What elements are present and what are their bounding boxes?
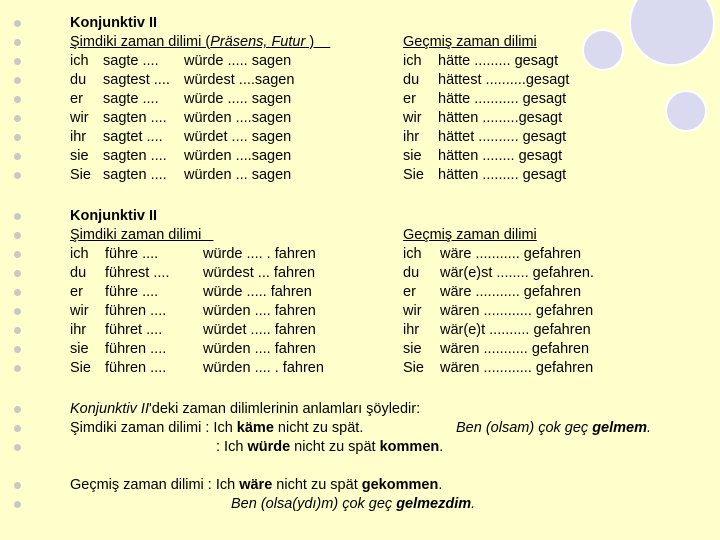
- section1-left-pron: er: [70, 91, 83, 107]
- section2-right-text: wär(e)t .......... gefahren: [440, 322, 591, 338]
- section1-right-pron: er: [403, 91, 416, 107]
- bullet-marker: [14, 172, 21, 179]
- section1-left-pron: ihr: [70, 129, 87, 145]
- section2-left-aux: würden .... . fahren: [203, 360, 324, 376]
- bullet-marker: [14, 77, 21, 84]
- decorative-circle-large: [630, 0, 714, 65]
- section2-left-pron: du: [70, 265, 87, 281]
- decorative-circle-medium: [583, 30, 623, 70]
- section1-left-verb: sagte ....: [103, 91, 159, 107]
- section1-right-text: hätten ........ gesagt: [438, 148, 563, 164]
- section1-heading: Konjunktiv II: [70, 15, 157, 31]
- bullet-marker: [14, 213, 21, 220]
- decorative-circle-small: [666, 91, 706, 131]
- section1-left-aux: würdet .... sagen: [184, 129, 292, 145]
- section1-right-pron: wir: [403, 110, 422, 126]
- section1-left-pron: sie: [70, 148, 89, 164]
- section1-left-pron: ich: [70, 53, 89, 69]
- section2-left-aux: würdest ... fahren: [203, 265, 316, 281]
- section1-right-text: hättet .......... gesagt: [438, 129, 567, 145]
- bullet-marker: [14, 327, 21, 334]
- section2-right-text: wären ............ gefahren: [440, 360, 594, 376]
- bullet-marker: [14, 58, 21, 65]
- section1-left-verb: sagten ....: [103, 148, 167, 164]
- section2-right-pron: du: [403, 265, 420, 281]
- section2-heading: Konjunktiv II: [70, 208, 157, 224]
- bullet-marker: [14, 270, 21, 277]
- section2-left-pron: ich: [70, 246, 89, 262]
- bullet-marker: [14, 20, 21, 27]
- section1-right-pron: sie: [403, 148, 422, 164]
- section2-left-verb: führen ....: [105, 360, 167, 376]
- section2-left-aux: würden .... fahren: [203, 303, 316, 319]
- section2-right-text: wär(e)st ........ gefahren.: [440, 265, 594, 281]
- section1-left-pron: wir: [70, 110, 89, 126]
- explanation-line2: Şimdiki zaman dilimi : Ich käme nicht zu spät.: [70, 420, 364, 436]
- section1-left-aux: würden ... sagen: [184, 167, 292, 183]
- section2-right-text: wäre ........... gefahren: [440, 284, 582, 300]
- section1-right-pron: ich: [403, 53, 422, 69]
- section1-left-verb: sagten ....: [103, 110, 167, 126]
- bullet-marker: [14, 444, 21, 451]
- bullet-marker: [14, 39, 21, 46]
- explanation-line4: Geçmiş zaman dilimi : Ich wäre nicht zu spät gekommen.: [70, 477, 443, 493]
- explanation-line3: : Ich würde nicht zu spät kommen.: [216, 439, 444, 455]
- section2-right-title: Geçmiş zaman dilimi: [403, 227, 537, 243]
- section1-right-text: hättest ..........gesagt: [438, 72, 570, 88]
- section2-left-verb: führen ....: [105, 303, 167, 319]
- section2-right-pron: Sie: [403, 360, 424, 376]
- section2-left-verb: führe ....: [105, 246, 159, 262]
- section2-right-pron: ihr: [403, 322, 420, 338]
- section2-left-verb: führest ....: [105, 265, 170, 281]
- section1-left-pron: Sie: [70, 167, 91, 183]
- section2-left-aux: würde ..... fahren: [203, 284, 312, 300]
- section1-left-verb: sagtest ....: [103, 72, 170, 88]
- bullet-marker: [14, 406, 21, 413]
- section2-left-pron: sie: [70, 341, 89, 357]
- section1-right-text: hätten ......... gesagt: [438, 167, 567, 183]
- explanation-line2-translation: Ben (olsam) çok geç gelmem.: [456, 420, 652, 436]
- section1-right-text: hätte ........... gesagt: [438, 91, 567, 107]
- bullet-marker: [14, 251, 21, 258]
- section1-right-title: Geçmiş zaman dilimi: [403, 34, 537, 50]
- section2-left-aux: würden .... fahren: [203, 341, 316, 357]
- section2-right-pron: sie: [403, 341, 422, 357]
- section2-left-pron: Sie: [70, 360, 91, 376]
- section2-left-pron: ihr: [70, 322, 87, 338]
- section2-left-verb: führe ....: [105, 284, 159, 300]
- section1-left-pron: du: [70, 72, 87, 88]
- explanation-line1: Konjunktiv II'deki zaman dilimlerinin anlamları şöyledir:: [70, 401, 421, 417]
- section1-left-title: Şimdiki zaman dilimi (Präsens, Futur ): [70, 34, 331, 50]
- section2-left-verb: führen ....: [105, 341, 167, 357]
- section2-left-pron: er: [70, 284, 83, 300]
- bullet-marker: [14, 232, 21, 239]
- bullet-marker: [14, 501, 21, 508]
- section1-right-text: hätten .........gesagt: [438, 110, 563, 126]
- section1-left-aux: würden ....sagen: [184, 110, 292, 126]
- bullet-marker: [14, 134, 21, 141]
- section1-left-aux: würdest ....sagen: [184, 72, 295, 88]
- section2-right-pron: wir: [403, 303, 422, 319]
- bullet-marker: [14, 365, 21, 372]
- section1-right-pron: du: [403, 72, 420, 88]
- section2-right-text: wären ........... gefahren: [440, 341, 590, 357]
- section2-right-pron: ich: [403, 246, 422, 262]
- bullet-marker: [14, 425, 21, 432]
- section2-left-aux: würde .... . fahren: [203, 246, 316, 262]
- section1-left-verb: sagten ....: [103, 167, 167, 183]
- bullet-marker: [14, 308, 21, 315]
- bullet-marker: [14, 482, 21, 489]
- section1-left-aux: würde ..... sagen: [184, 91, 292, 107]
- section1-right-pron: Sie: [403, 167, 424, 183]
- section1-left-verb: sagte ....: [103, 53, 159, 69]
- section1-left-aux: würden ....sagen: [184, 148, 292, 164]
- bullet-marker: [14, 346, 21, 353]
- section2-right-pron: er: [403, 284, 416, 300]
- section1-left-verb: sagtet ....: [103, 129, 163, 145]
- section2-right-text: wäre ........... gefahren: [440, 246, 582, 262]
- section2-left-title: Şimdiki zaman dilimi: [70, 227, 214, 243]
- section1-right-text: hätte ......... gesagt: [438, 53, 559, 69]
- section1-right-pron: ihr: [403, 129, 420, 145]
- section2-right-text: wären ............ gefahren: [440, 303, 594, 319]
- section2-left-aux: würdet ..... fahren: [203, 322, 316, 338]
- explanation-line5: Ben (olsa(ydı)m) çok geç gelmezdim.: [231, 496, 476, 512]
- bullet-marker: [14, 289, 21, 296]
- section2-left-pron: wir: [70, 303, 89, 319]
- section1-left-aux: würde ..... sagen: [184, 53, 292, 69]
- bullet-marker: [14, 96, 21, 103]
- bullet-marker: [14, 153, 21, 160]
- bullet-marker: [14, 115, 21, 122]
- section2-left-verb: führet ....: [105, 322, 163, 338]
